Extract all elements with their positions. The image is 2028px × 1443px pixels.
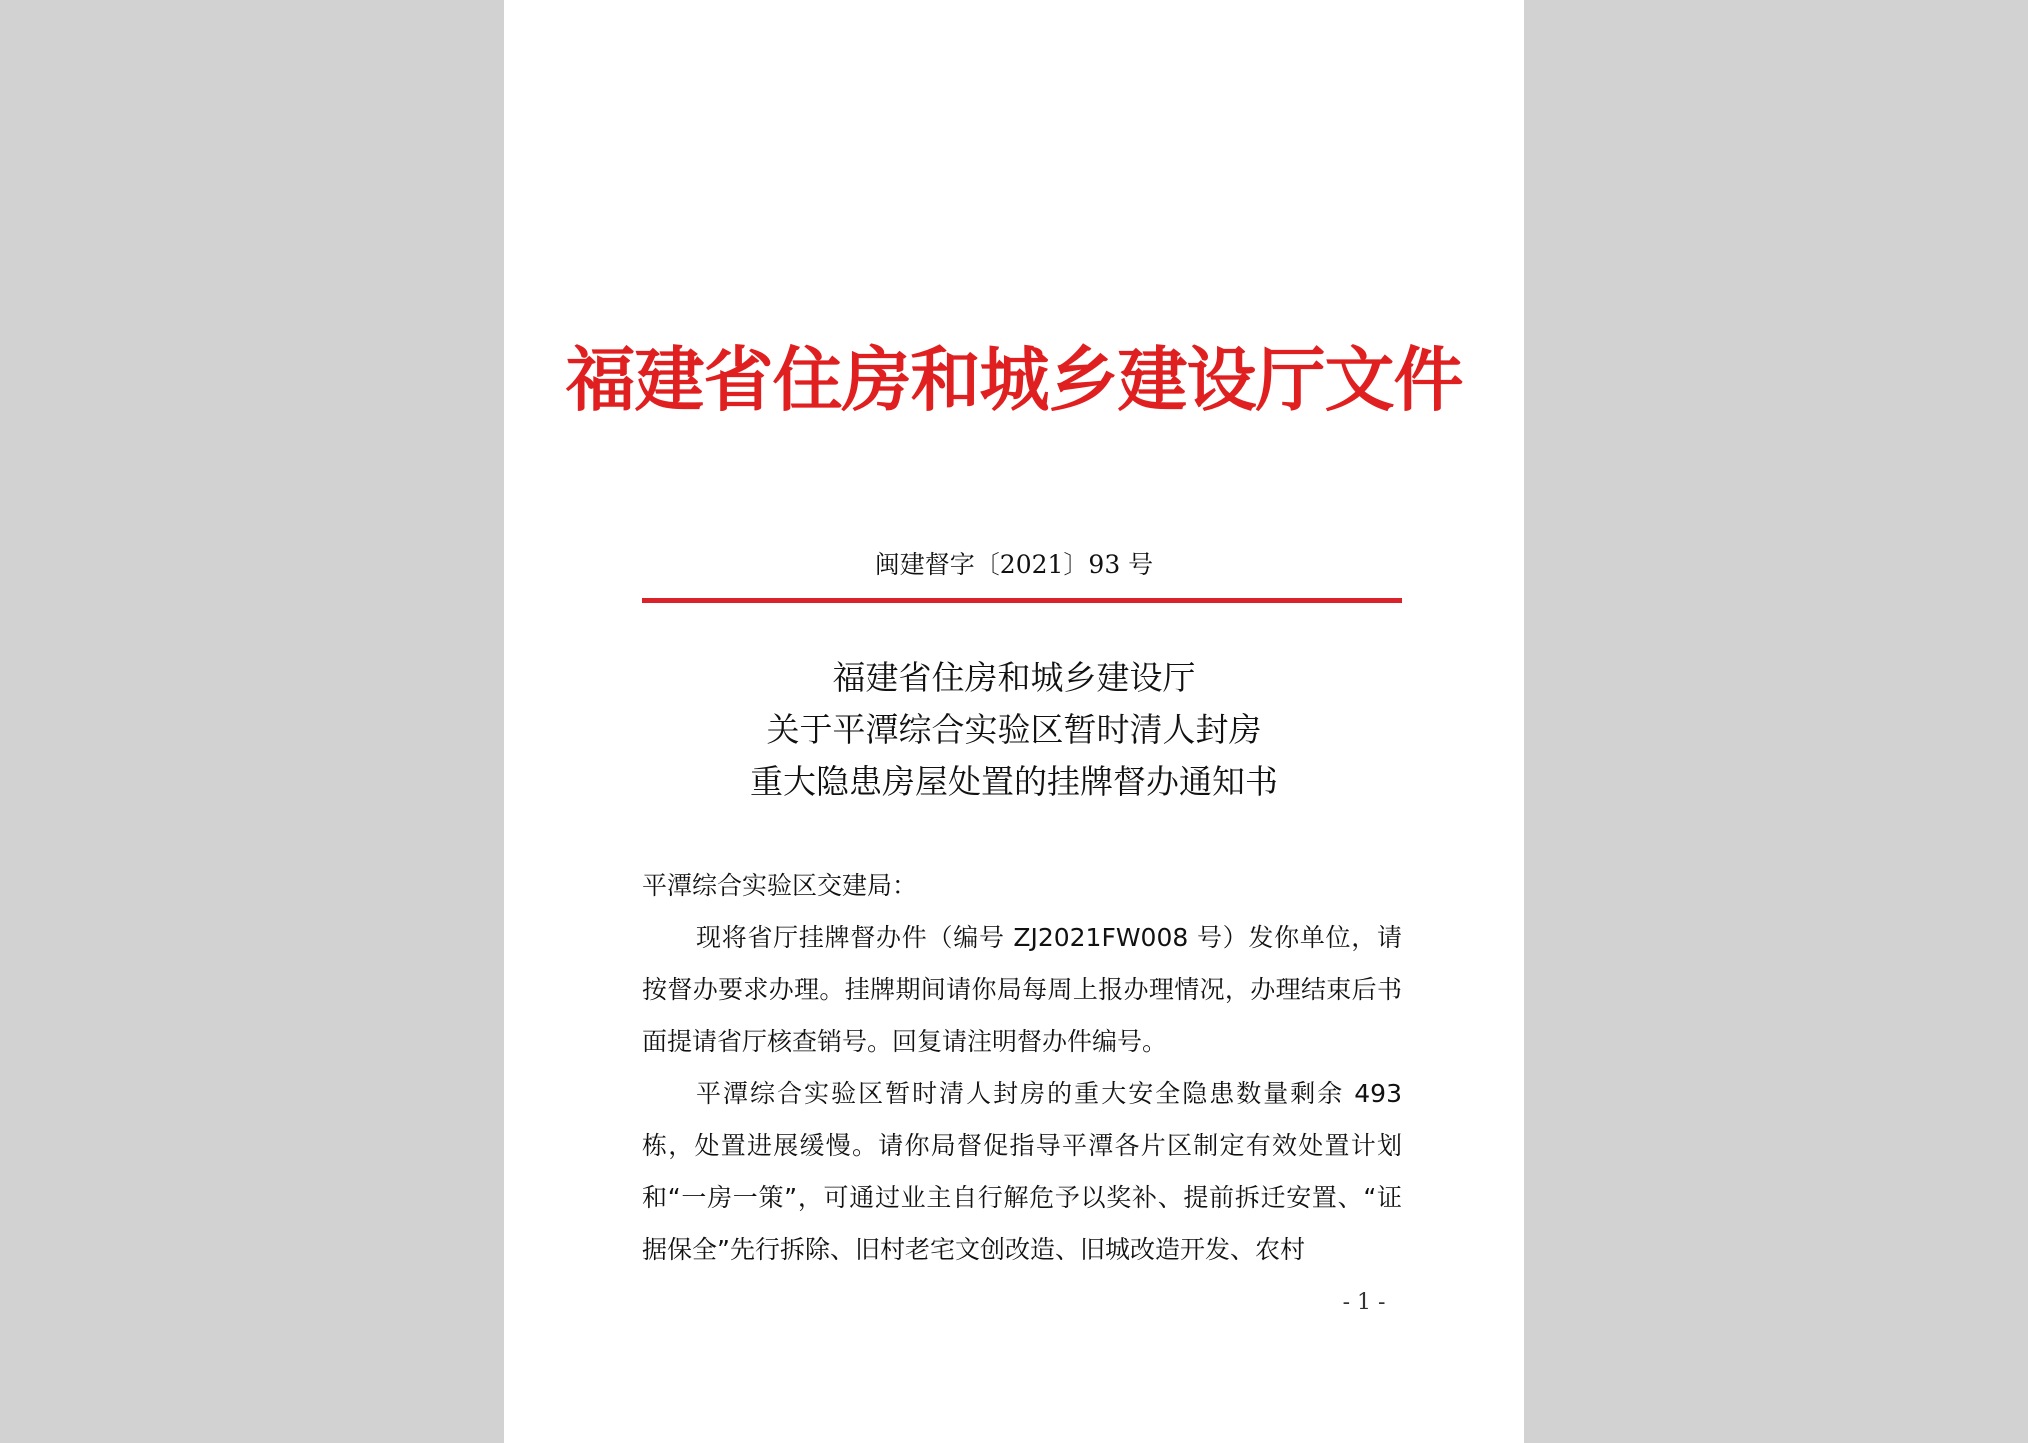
notice-body xyxy=(642,860,1402,1276)
title-line: 关于平潭综合实验区暂时清人封房 xyxy=(766,710,1262,749)
title-line: 福建省住房和城乡建设厅 xyxy=(832,658,1196,697)
body-paragraph: 平潭综合实验区暂时清人封房的重大安全隐患数量剩余 493 栋，处置进展缓慢。请你局督促指导平潭各片区制定有效处置计划和“一房一策”，可通过业主自行解危予以奖补、提前拆迁安置、“证据保全”先行拆除、旧村老宅文创改造、旧城改造开发、农村 xyxy=(642,1079,1402,1264)
document-number: 闽建督字〔2021〕93 号 xyxy=(874,550,1154,579)
page-number: - 1 - xyxy=(1342,1290,1386,1315)
salutation: 平潭综合实验区交建局： xyxy=(642,871,918,900)
red-divider-line xyxy=(642,598,1402,603)
notice-title xyxy=(504,652,1524,808)
masthead-title: 福建省住房和城乡建设厅文件 xyxy=(565,338,1463,421)
document-page xyxy=(504,0,1524,1443)
body-paragraph: 现将省厅挂牌督办件（编号 ZJ2021FW008 号）发你单位，请按督办要求办理。挂牌期间请你局每周上报办理情况，办理结束后书面提请省厅核查销号。回复请注明督办件编号。 xyxy=(642,923,1402,1056)
title-line: 重大隐患房屋处置的挂牌督办通知书 xyxy=(750,762,1278,801)
